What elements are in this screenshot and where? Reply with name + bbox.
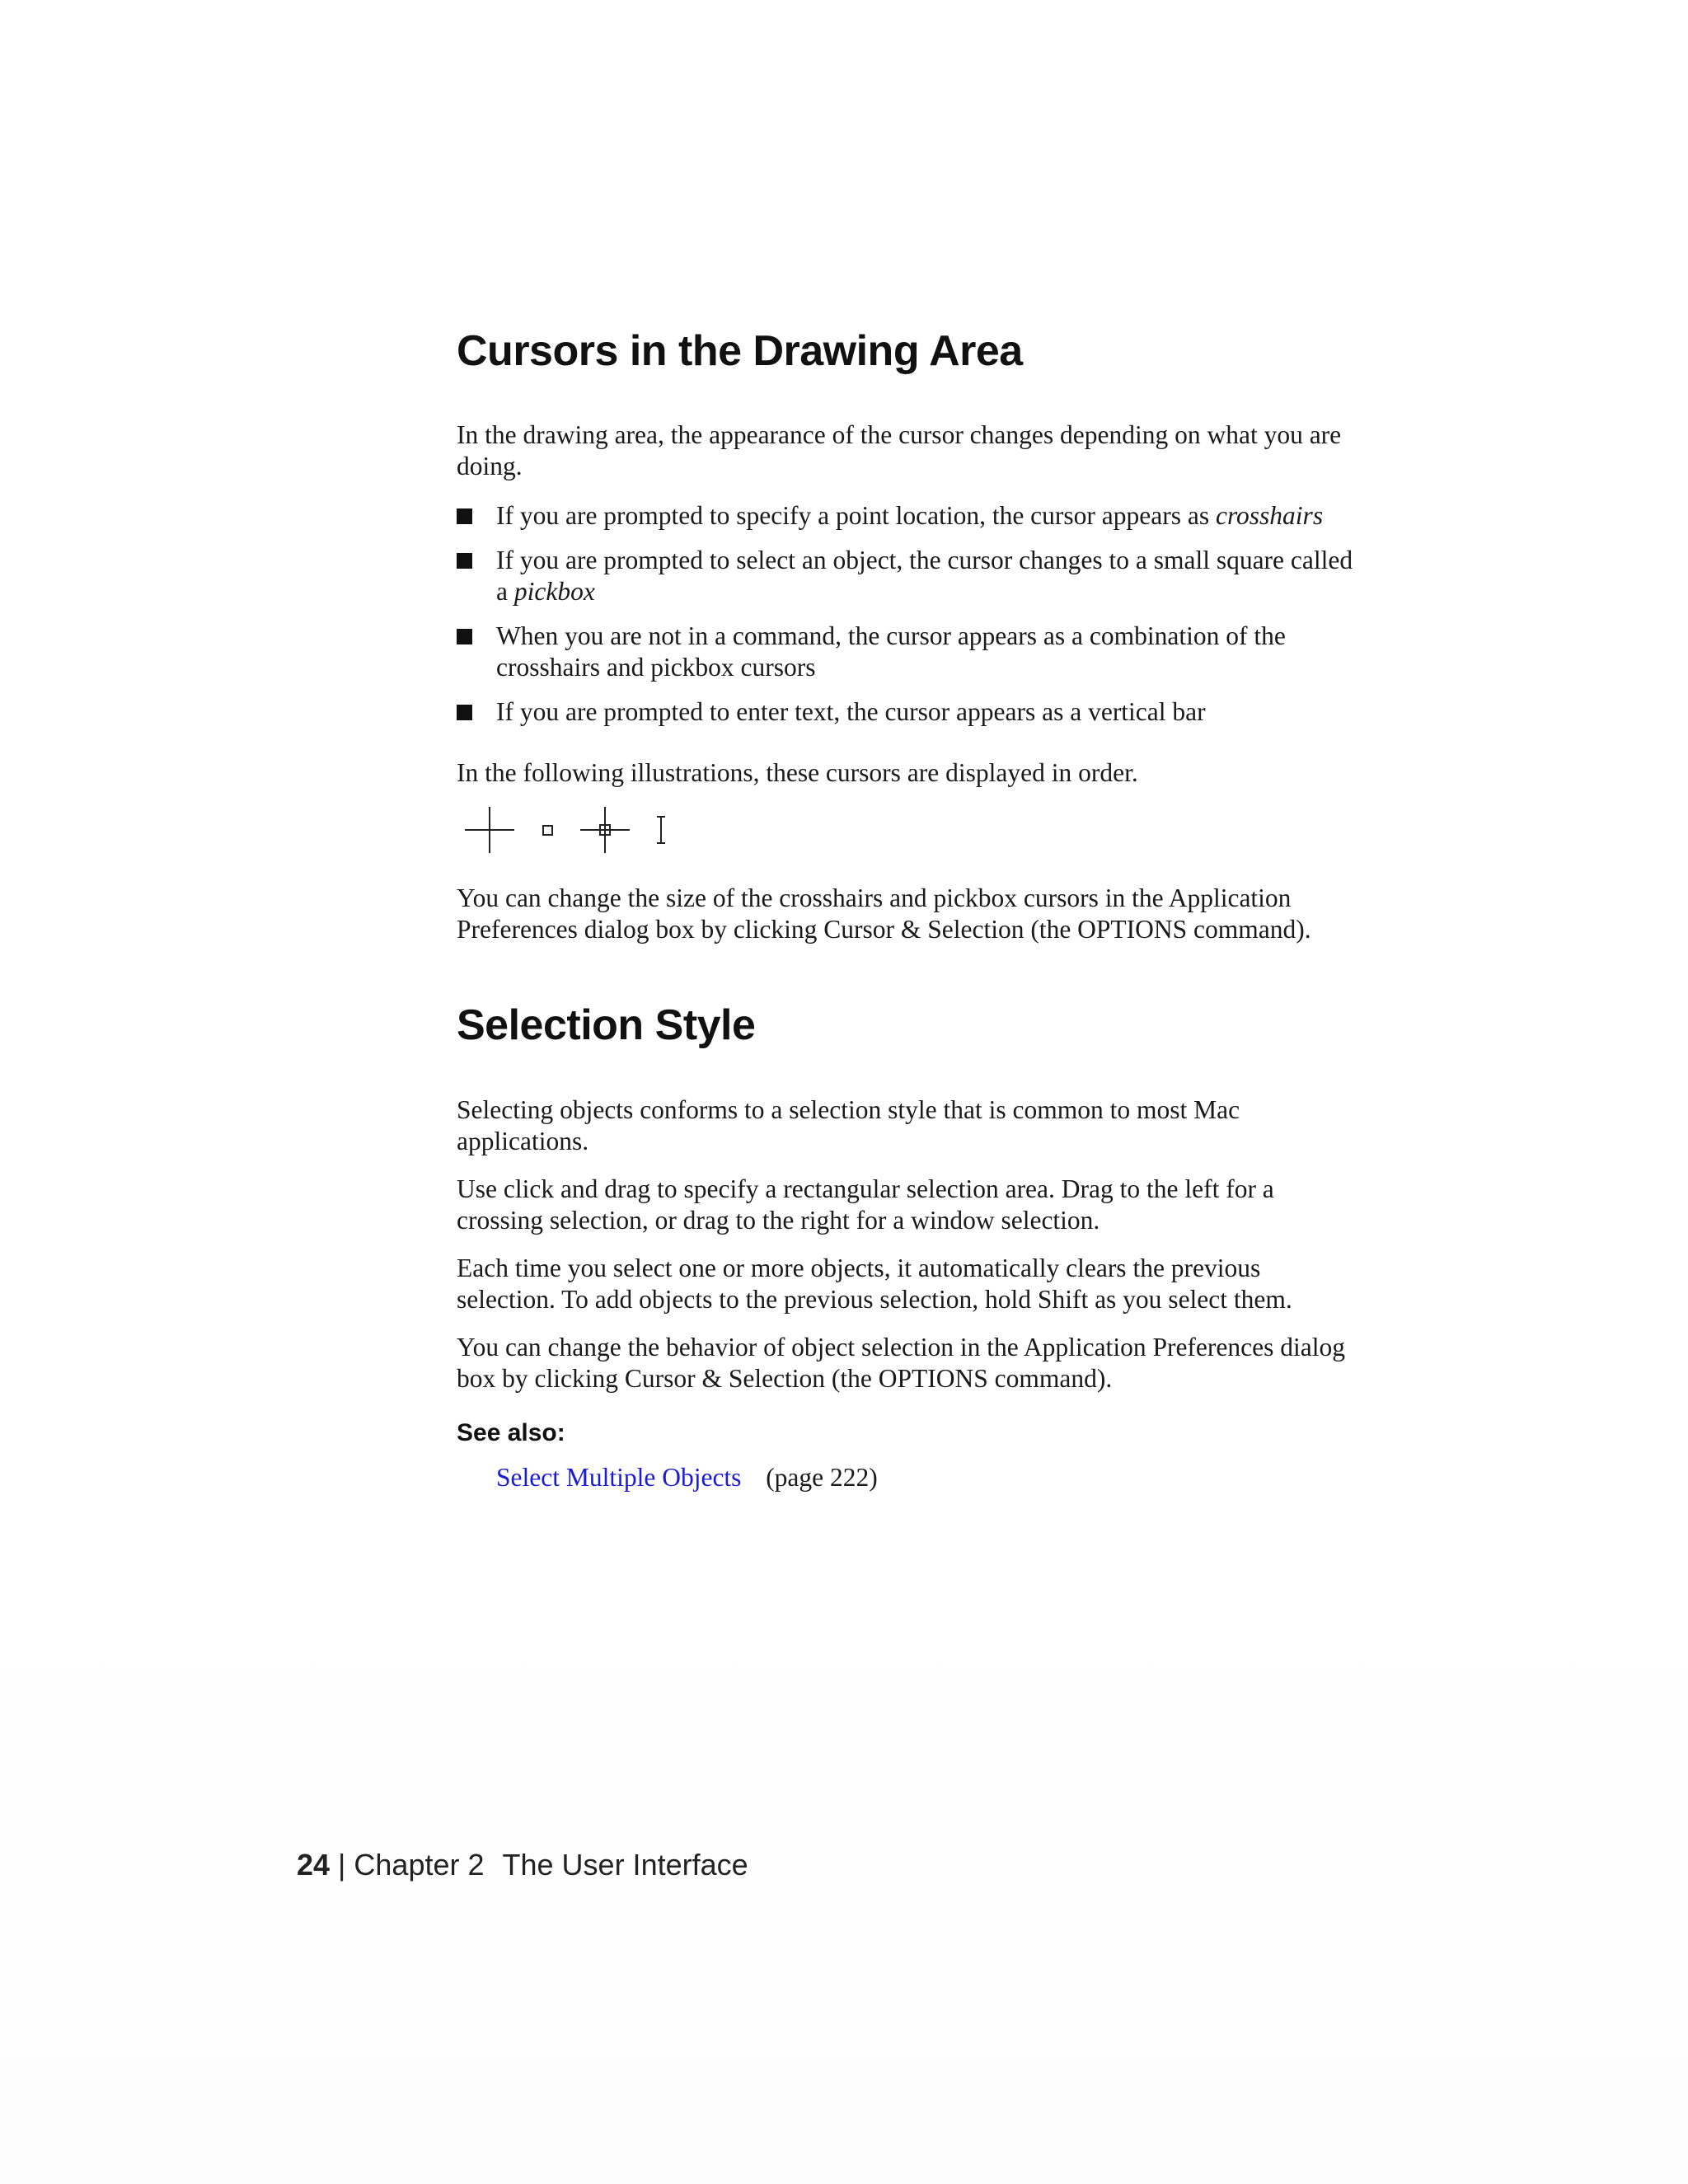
bullet-square-icon bbox=[457, 509, 472, 524]
list-item bbox=[457, 500, 1355, 532]
list-item bbox=[457, 545, 1355, 607]
see-also-label: See also: bbox=[457, 1418, 565, 1446]
bullet-square-icon bbox=[457, 553, 472, 569]
bullet-square-icon bbox=[457, 629, 472, 644]
page-content bbox=[457, 326, 1355, 1493]
page-number: 24 bbox=[297, 1848, 331, 1882]
crosshairs-cursor-icon bbox=[465, 807, 514, 853]
select-multiple-objects-link[interactable]: Select Multiple Objects bbox=[496, 1462, 742, 1492]
bullet-text: If you are prompted to specify a point location, the cursor appears as bbox=[496, 501, 1216, 531]
text-cursor-icon bbox=[657, 817, 665, 843]
bullet-emphasis: pickbox bbox=[513, 577, 595, 607]
footer-separator: | bbox=[338, 1848, 346, 1882]
footer-chapter-title: The User Interface bbox=[502, 1848, 748, 1882]
see-also-reference bbox=[457, 1462, 1355, 1493]
crosshairs-pickbox-cursor-icon bbox=[580, 807, 630, 853]
illustration-caption: In the following illustrations, these cursors are displayed in order. bbox=[457, 758, 1138, 788]
page-footer bbox=[297, 1848, 748, 1882]
selection-paragraph-1: Selecting objects conforms to a selection style that is common to most Mac applications. bbox=[457, 1094, 1240, 1155]
bullet-square-icon bbox=[457, 705, 472, 720]
section-title-selection-style: Selection Style bbox=[457, 1001, 756, 1050]
selection-paragraph-2: Use click and drag to specify a rectangular selection area. Drag to the left for a crossing selection, or drag to the right for a window selection. bbox=[457, 1174, 1274, 1235]
cursor-size-paragraph: You can change the size of the crosshairs and pickbox cursors in the Application Preferences dialog box by clicking Cursor & Selection (the OPTIONS command). bbox=[457, 883, 1311, 944]
bullet-emphasis: crosshairs bbox=[1215, 501, 1324, 531]
bullet-text: If you are prompted to enter text, the cursor appears as a vertical bar bbox=[496, 697, 1206, 727]
cursor-bullet-list bbox=[457, 500, 1355, 728]
see-also-page-ref: (page 222) bbox=[766, 1462, 878, 1492]
list-item bbox=[457, 621, 1355, 683]
cursors-intro-paragraph: In the drawing area, the appearance of the cursor changes depending on what you are doing. bbox=[457, 420, 1342, 481]
section-title-cursors: Cursors in the Drawing Area bbox=[457, 327, 1023, 375]
bullet-text: When you are not in a command, the cursor appears as a combination of the crosshairs and pickbox cursors bbox=[496, 621, 1286, 682]
selection-paragraph-3: Each time you select one or more objects, it automatically clears the previous selection. To add objects to the previous selection, hold Shift as you select them. bbox=[457, 1253, 1292, 1314]
pickbox-cursor-icon bbox=[543, 826, 552, 835]
cursor-illustration bbox=[457, 807, 1355, 865]
selection-paragraph-4: You can change the behavior of object selection in the Application Preferences dialog box by clicking Cursor & Selection (the OPTIONS command). bbox=[457, 1332, 1345, 1393]
footer-chapter: Chapter 2 bbox=[354, 1848, 485, 1882]
bullet-text: If you are prompted to select an object, the cursor changes to a small square called a bbox=[496, 546, 1353, 607]
list-item bbox=[457, 696, 1355, 728]
cursor-illustration-svg bbox=[457, 807, 687, 865]
